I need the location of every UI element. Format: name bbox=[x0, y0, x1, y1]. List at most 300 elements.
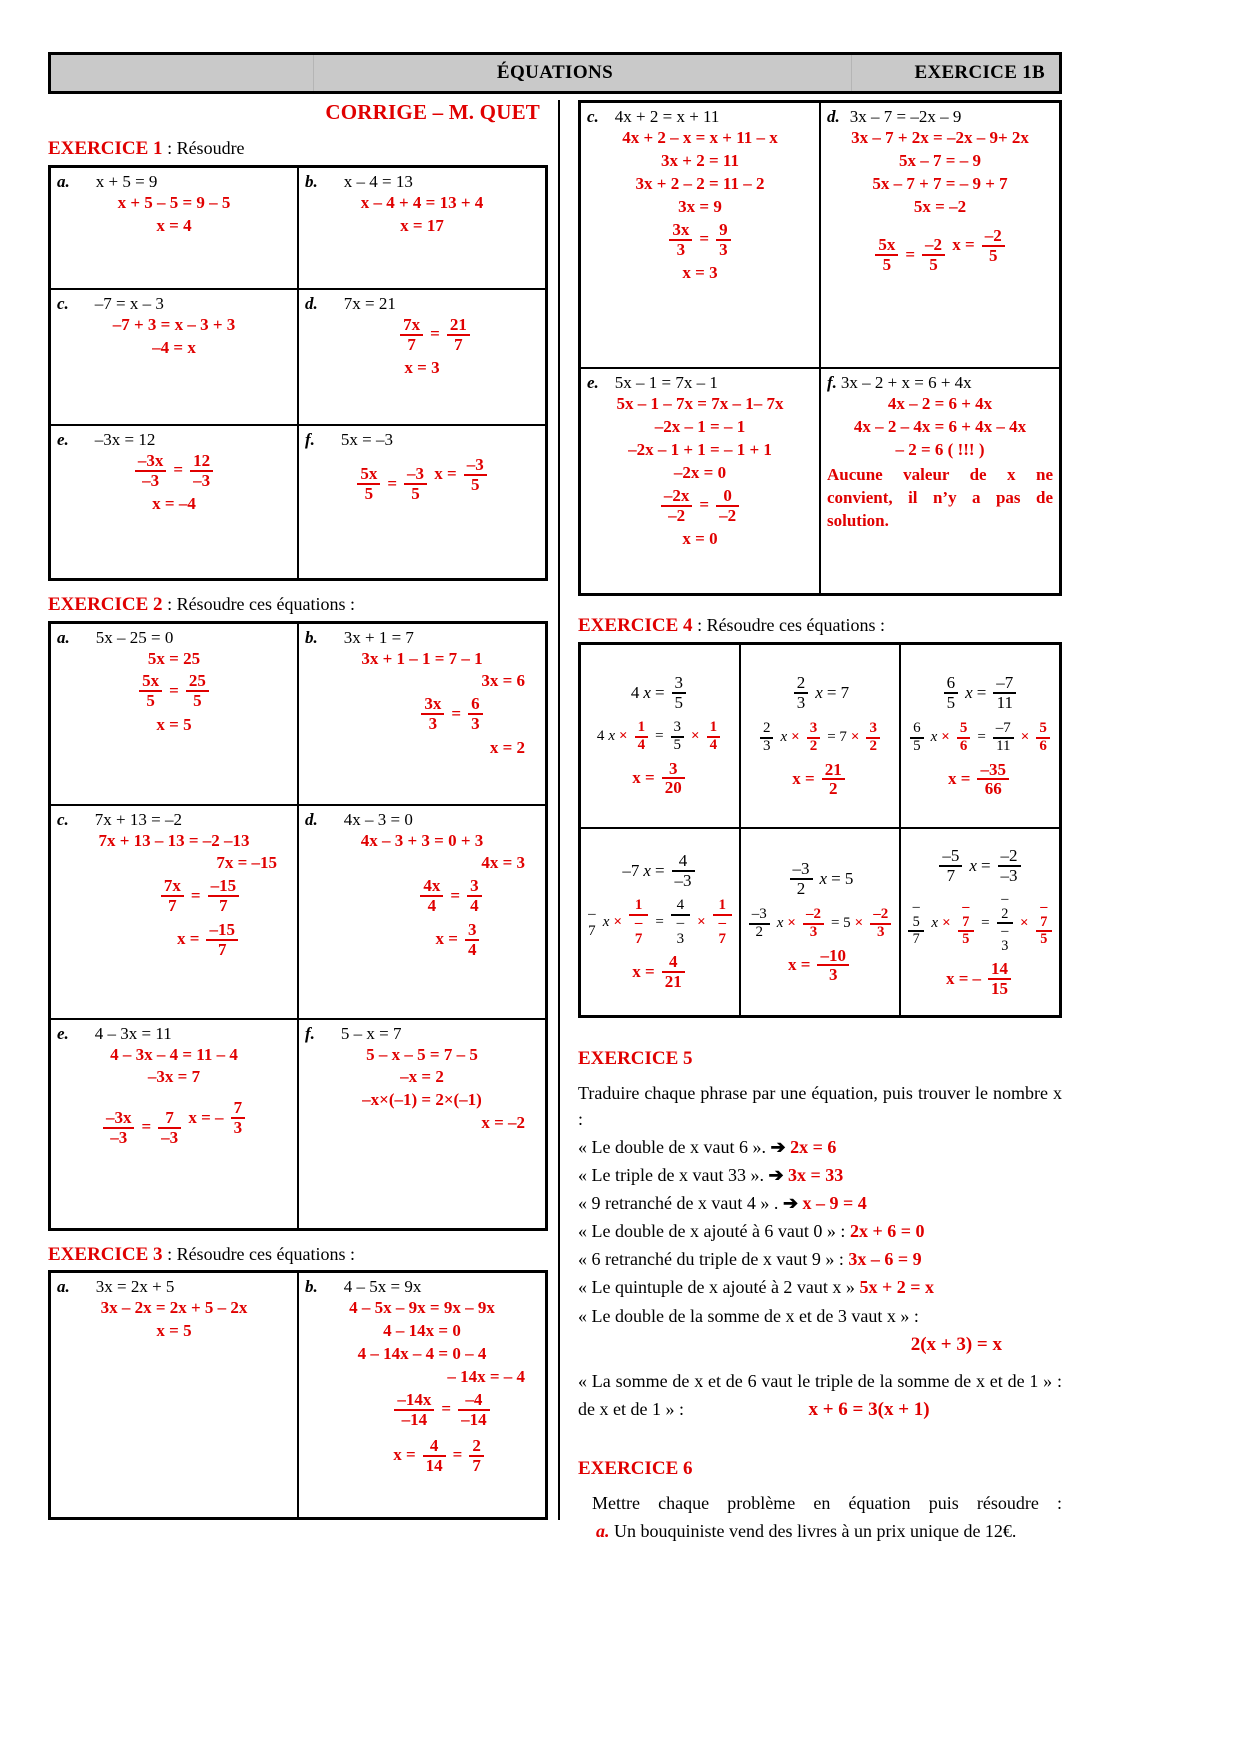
solution-line: 5x = 25 bbox=[147, 648, 201, 668]
fraction: $\frac{6}{3}$ bbox=[468, 695, 483, 733]
exercise-4-cell-1 bbox=[580, 643, 740, 828]
cell-tag: b. bbox=[305, 627, 318, 647]
fraction: $\frac{5}{6}$ bbox=[957, 721, 971, 755]
solution-line-fraction: $\frac{7x}{7}$ = $\frac{21}{7}$ bbox=[397, 316, 473, 354]
table-row bbox=[580, 102, 1061, 369]
fraction bbox=[988, 960, 1011, 998]
solution-line: 4 – 14x = 0 bbox=[383, 1321, 461, 1341]
exercise-4-cell-2 bbox=[740, 643, 900, 828]
cell-equation: 4x + 2 = x + 11 bbox=[614, 107, 720, 126]
solution-line-fraction: $\frac{-14x}{-14}$ = $\frac{-4}{-14}$ bbox=[391, 1391, 492, 1429]
item-phrase: « Le triple de x vaut 33 ». bbox=[578, 1165, 764, 1186]
solution-line: – 14x = – 4 bbox=[447, 1367, 525, 1387]
item-phrase: « Le quintuple de x ajouté à 2 vaut x » bbox=[578, 1277, 855, 1298]
solution-line: x = 4 bbox=[156, 215, 192, 235]
fraction bbox=[817, 947, 849, 985]
cell-header bbox=[305, 294, 539, 314]
fraction: $\frac{-7}{11}$ bbox=[993, 721, 1014, 755]
fraction: $\frac{5}{6}$ bbox=[1036, 721, 1050, 755]
arrow-icon: ➔ bbox=[770, 1136, 786, 1157]
cell-workstep: $\frac{2}{3}$ x × $\frac{3}{2}$ = 7 × $\frac{3}{2}$ bbox=[745, 720, 895, 755]
item-equation: 3x – 6 = 9 bbox=[848, 1249, 922, 1270]
cell-equation: 5 – x = 7 bbox=[340, 1023, 402, 1043]
exercise-3-label: EXERCICE 3 bbox=[48, 1243, 163, 1265]
cell-workstep: $\frac{6}{5}$ x × $\frac{5}{6}$ = $\frac{-7}{11}$ × $\frac{5}{6}$ bbox=[905, 720, 1055, 755]
exercise-2-cell-d bbox=[298, 805, 547, 1019]
result-denominator: 21 bbox=[662, 971, 685, 991]
solution-line: x + 5 – 5 = 9 – 5 bbox=[117, 192, 231, 212]
exercise-2-cell-a bbox=[50, 622, 299, 805]
item-equation: x – 9 = 4 bbox=[802, 1193, 867, 1214]
arrow-icon: ➔ bbox=[768, 1165, 784, 1186]
fraction: $\frac{5x}{5}$ bbox=[357, 465, 380, 503]
solution-line-fraction: $\frac{3x}{3}$ = $\frac{9}{3}$ bbox=[666, 221, 733, 259]
solution-line: 7x + 13 – 13 = –2 –13 bbox=[98, 830, 250, 850]
cell-tag: b. bbox=[305, 171, 318, 191]
item-equation: 2(x + 3) = x bbox=[910, 1333, 1002, 1355]
fraction: $\frac{3}{2}$ bbox=[866, 721, 880, 755]
fraction: $\frac{3x}{3}$ bbox=[421, 695, 444, 733]
solution-line-fraction: $\frac{3x}{3}$ = $\frac{6}{3}$ bbox=[418, 695, 485, 733]
cell-header bbox=[305, 628, 539, 648]
cell-tag: f. bbox=[305, 1023, 315, 1043]
table-row bbox=[50, 166, 547, 289]
fraction: $\frac{-15}{7}$ bbox=[208, 877, 240, 915]
solution-line: –4 = x bbox=[152, 337, 196, 357]
cell-tag: f. bbox=[827, 373, 837, 392]
fraction: $\frac{-3}{5}$ bbox=[464, 456, 487, 494]
item-tag: a. bbox=[596, 1520, 610, 1541]
solution-line: 4 – 14x – 4 = 0 – 4 bbox=[357, 1344, 487, 1364]
fraction: $\frac{1}{-7}$ bbox=[713, 898, 732, 947]
cell-workstep: –7 x × $\frac{1}{-7}$ = $\frac{4}{-3}$ × $\frac{1}{-7}$ bbox=[585, 898, 735, 947]
fraction bbox=[977, 761, 1009, 799]
header-exercise-ref: EXERCICE 1B bbox=[914, 62, 1045, 83]
cell-solution bbox=[57, 314, 291, 360]
cell-result: x = – $\frac{14}{15}$ bbox=[905, 960, 1055, 998]
cell-solution bbox=[305, 1297, 539, 1474]
cell-header bbox=[305, 1277, 539, 1297]
item-text: Un bouquiniste vend des livres à un prix unique de 12€. bbox=[614, 1520, 1017, 1541]
cell-header bbox=[827, 107, 1053, 127]
cell-equation: 3x = 2x + 5 bbox=[95, 1277, 175, 1297]
cell-tag: b. bbox=[305, 1277, 318, 1297]
fraction: $\frac{-2}{5}$ bbox=[922, 236, 945, 274]
solution-line: 5x – 7 + 7 = – 9 + 7 bbox=[872, 173, 1008, 193]
fraction bbox=[662, 760, 685, 798]
result-numerator: 4 bbox=[668, 952, 678, 972]
fraction: $\frac{-2}{-3}$ bbox=[998, 847, 1021, 885]
solution-line: 3x – 2x = 2x + 5 – 2x bbox=[100, 1298, 248, 1318]
fraction: $\frac{2}{3}$ bbox=[760, 721, 774, 755]
fraction: $\frac{7x}{7}$ bbox=[400, 316, 423, 354]
fraction: $\frac{7}{3}$ bbox=[231, 1099, 246, 1137]
item-phrase-cont: de x et de 1 » : bbox=[578, 1399, 684, 1420]
exercise-2-heading bbox=[48, 593, 548, 617]
fraction: $\frac{4}{-3}$ bbox=[671, 898, 690, 947]
cell-equation: 5x – 25 = 0 bbox=[95, 627, 174, 647]
fraction: $\frac{6}{5}$ bbox=[944, 674, 959, 712]
table-row bbox=[580, 828, 1061, 1017]
cell-tag: e. bbox=[587, 373, 599, 392]
solution-line: 4 – 3x – 4 = 11 – 4 bbox=[110, 1044, 238, 1064]
solution-line: x = 3 bbox=[404, 358, 440, 378]
fraction: $\frac{2}{7}$ bbox=[469, 1437, 484, 1475]
solution-line: 3x + 1 – 1 = 7 – 1 bbox=[361, 648, 483, 668]
solution-line-fraction: $\frac{5x}{5}$ = $\frac{-2}{5}$ bbox=[872, 236, 948, 274]
fraction: $\frac{5x}{5}$ bbox=[139, 672, 162, 710]
cell-equation: $\frac{-5}{7}$ x = $\frac{-2}{-3}$ bbox=[905, 846, 1055, 885]
exercise-3-table bbox=[48, 1270, 548, 1520]
cell-header bbox=[57, 1277, 291, 1297]
fraction: $\frac{-2x}{-2}$ bbox=[661, 487, 693, 525]
fraction: $\frac{-5}{7}$ bbox=[939, 847, 962, 885]
exercise-4-label: EXERCICE 4 bbox=[578, 615, 693, 636]
cell-equation: 4 x = $\frac{3}{5}$ bbox=[585, 674, 735, 712]
item-equation: 2x = 6 bbox=[790, 1136, 837, 1157]
cell-tag: c. bbox=[587, 107, 599, 126]
solution-conclusion: Aucune valeur de x ne convient, il n’y a pas de solution. bbox=[827, 464, 1053, 530]
solution-line-fraction: x = $\frac{3}{4}$ bbox=[436, 921, 483, 959]
cell-header bbox=[57, 1024, 291, 1044]
solution-line: 3x + 2 – 2 = 11 – 2 bbox=[635, 173, 765, 193]
column-divider bbox=[558, 100, 560, 1520]
cell-solution bbox=[57, 1044, 291, 1147]
result-numerator: –10 bbox=[820, 945, 846, 965]
exercise-1-cell-f2 bbox=[820, 368, 1061, 595]
fraction: $\frac{4}{14}$ bbox=[423, 1437, 446, 1475]
fraction: $\frac{-7}{5}$ bbox=[958, 900, 974, 947]
solution-line: 5x = –2 bbox=[913, 196, 967, 216]
table-row bbox=[50, 289, 547, 425]
solution-line-fraction: x = $\frac{4}{14}$ = $\frac{2}{7}$ bbox=[393, 1437, 487, 1475]
solution-line: x = 2 bbox=[489, 738, 525, 758]
fraction: $\frac{3}{5}$ bbox=[672, 674, 687, 712]
cell-equation: x + 5 = 9 bbox=[95, 171, 158, 191]
table-row bbox=[50, 425, 547, 580]
cell-equation: $\frac{-3}{2}$ x = 5 bbox=[745, 859, 895, 898]
cell-tag: e. bbox=[57, 1023, 69, 1043]
cell-equation: 3x – 2 + x = 6 + 4x bbox=[840, 373, 972, 392]
cell-equation: 4 – 5x = 9x bbox=[343, 1277, 422, 1297]
exercise-6-label: EXERCICE 6 bbox=[578, 1457, 693, 1479]
fraction: $\frac{4}{-3}$ bbox=[672, 852, 695, 890]
solution-line: – 2 = 6 ( !!! ) bbox=[895, 439, 985, 459]
exercise-1-cell-c2 bbox=[580, 102, 821, 369]
cell-result: x = $\frac{3}{20}$ bbox=[585, 760, 735, 798]
exercise-1-cell-a bbox=[50, 166, 299, 289]
cell-tag: a. bbox=[57, 1277, 70, 1297]
exercise-5-label: EXERCICE 5 bbox=[578, 1047, 693, 1069]
exercise-4-cell-3 bbox=[900, 643, 1061, 828]
fraction: $\frac{7x}{7}$ bbox=[161, 877, 184, 915]
item-equation: 2x + 6 = 0 bbox=[849, 1221, 925, 1242]
fraction: $\frac{3}{2}$ bbox=[807, 721, 821, 755]
item-phrase: « La somme de x et de 6 vaut le triple de la somme de x et de 1 » : bbox=[578, 1371, 1062, 1392]
cell-equation: –7 = x – 3 bbox=[94, 293, 164, 313]
cell-equation: $\frac{6}{5}$ x = $\frac{-7}{11}$ bbox=[905, 673, 1055, 712]
fraction: $\frac{3}{5}$ bbox=[671, 720, 685, 754]
table-row bbox=[580, 368, 1061, 595]
cell-equation: 4x – 3 = 0 bbox=[343, 809, 413, 829]
solution-line: 3x – 7 + 2x = –2x – 9+ 2x bbox=[851, 128, 1029, 147]
fraction: $\frac{-3x}{-3}$ bbox=[135, 452, 167, 490]
item-phrase: « Le double de la somme de x et de 3 vaut x » : bbox=[578, 1305, 919, 1326]
exercise-5-intro: Traduire chaque phrase par une équation, puis trouver le nombre x : bbox=[578, 1082, 1062, 1129]
exercise-5-item-last bbox=[578, 1396, 1062, 1424]
solution-line: 7x = –15 bbox=[216, 853, 277, 873]
cell-result: x = $\frac{4}{21}$ bbox=[585, 953, 735, 991]
solution-line: x = 5 bbox=[156, 1321, 192, 1341]
exercise-1-cell-d2 bbox=[820, 102, 1061, 369]
exercise-5-item-equation-row bbox=[578, 1331, 1062, 1359]
cell-equation: $\frac{2}{3}$ x = 7 bbox=[745, 673, 895, 712]
item-phrase: « Le double de x ajouté à 6 vaut 0 » : bbox=[578, 1221, 846, 1242]
cell-result: x = $\frac{21}{2}$ bbox=[745, 761, 895, 799]
cell-equation: 5x = –3 bbox=[340, 429, 394, 449]
item-equation: x + 6 = 3(x + 1) bbox=[808, 1399, 930, 1421]
cell-header bbox=[57, 294, 291, 314]
exercise-4-cell-5 bbox=[740, 828, 900, 1017]
result-numerator: 14 bbox=[990, 959, 1008, 979]
corrige-byline: CORRIGE – M. QUET bbox=[325, 100, 540, 124]
exercise-2-table bbox=[48, 621, 548, 1231]
cell-solution bbox=[57, 648, 291, 738]
solution-line: –3x = 7 bbox=[147, 1067, 201, 1087]
fraction: $\frac{9}{3}$ bbox=[716, 221, 731, 259]
exercise-5-body bbox=[578, 1080, 1062, 1424]
fraction: $\frac{12}{-3}$ bbox=[190, 452, 213, 490]
result-numerator: 21 bbox=[824, 759, 842, 779]
solution-line-fraction: $\frac{-3x}{-3}$ = $\frac{12}{-3}$ bbox=[132, 452, 216, 490]
exercise-3-instruction: : Résoudre ces équations : bbox=[162, 1243, 356, 1264]
cell-solution bbox=[305, 1044, 539, 1136]
solution-line: 4 – 5x – 9x = 9x – 9x bbox=[349, 1298, 495, 1318]
table-row bbox=[50, 1272, 547, 1519]
solution-line: x = 0 bbox=[682, 529, 718, 549]
solution-line: x = –2 bbox=[481, 1113, 525, 1133]
solution-line: 3x + 2 = 11 bbox=[661, 150, 739, 170]
exercise-2-label: EXERCICE 2 bbox=[48, 593, 163, 615]
header-title: ÉQUATIONS bbox=[496, 62, 614, 83]
cell-header bbox=[57, 430, 291, 450]
fraction: $\frac{-5}{7}$ bbox=[908, 900, 924, 947]
solution-line: 5x – 1 – 7x = 7x – 1– 7x bbox=[616, 394, 784, 413]
result-numerator: 3 bbox=[668, 758, 678, 778]
cell-equation: 4 – 3x = 11 bbox=[94, 1023, 172, 1043]
cell-tag: c. bbox=[57, 293, 69, 313]
solution-line: –2x – 1 = – 1 bbox=[654, 416, 746, 436]
cell-solution bbox=[827, 127, 1053, 274]
exercise-5-item bbox=[578, 1274, 1062, 1300]
exercise-3-cell-a bbox=[50, 1272, 299, 1519]
cell-equation: 5x – 1 = 7x – 1 bbox=[614, 373, 718, 392]
cell-solution bbox=[587, 393, 813, 551]
cell-equation: x – 4 = 13 bbox=[343, 171, 413, 191]
solution-line-fraction: $\frac{5x}{5}$ = $\frac{25}{5}$ bbox=[136, 672, 212, 710]
cell-solution bbox=[305, 314, 539, 381]
cell-equation: –7 x = $\frac{4}{-3}$ bbox=[585, 852, 735, 890]
fraction: $\frac{1}{4}$ bbox=[635, 720, 649, 754]
solution-line-fraction: x = $\frac{-15}{7}$ bbox=[177, 921, 241, 959]
solution-line-fraction: $\frac{7x}{7}$ = $\frac{-15}{7}$ bbox=[158, 877, 242, 915]
fraction: $\frac{25}{5}$ bbox=[186, 672, 209, 710]
fraction bbox=[822, 761, 845, 799]
cell-tag: f. bbox=[305, 429, 315, 449]
exercise-1-cell-f bbox=[298, 425, 547, 580]
solution-line: x = 17 bbox=[400, 215, 444, 235]
cell-solution bbox=[587, 127, 813, 285]
exercise-1-cell-e bbox=[50, 425, 299, 580]
exercise-1-continued-table bbox=[578, 100, 1062, 596]
fraction: $\frac{2}{3}$ bbox=[794, 674, 809, 712]
cell-solution bbox=[305, 450, 539, 503]
cell-tag: c. bbox=[57, 809, 69, 829]
cell-header bbox=[305, 430, 539, 450]
item-equation: 3x = 33 bbox=[788, 1165, 844, 1186]
item-equation: 5x + 2 = x bbox=[859, 1277, 934, 1298]
cell-header bbox=[305, 172, 539, 192]
fraction: $\frac{-2}{-3}$ bbox=[997, 892, 1013, 954]
cell-tag: a. bbox=[57, 627, 70, 647]
cell-header bbox=[305, 810, 539, 830]
fraction: $\frac{5x}{5}$ bbox=[875, 236, 898, 274]
table-row bbox=[50, 1019, 547, 1230]
cell-tag: d. bbox=[305, 809, 318, 829]
fraction: $\frac{-3}{2}$ bbox=[749, 907, 770, 941]
exercise-1-heading bbox=[48, 137, 548, 161]
item-phrase: « 9 retranché de x vaut 4 » . bbox=[578, 1193, 779, 1214]
fraction: $\frac{-3x}{-3}$ bbox=[103, 1109, 135, 1147]
table-row bbox=[50, 622, 547, 805]
exercise-2-cell-c bbox=[50, 805, 299, 1019]
cell-equation: 7x = 21 bbox=[343, 293, 396, 313]
exercise-5-item bbox=[578, 1246, 1062, 1272]
solution-line: 3x = 6 bbox=[481, 671, 525, 691]
result-sign: – bbox=[972, 969, 981, 988]
exercise-4-heading bbox=[578, 614, 1062, 638]
right-column bbox=[578, 100, 1062, 1546]
solution-line: –x = 2 bbox=[400, 1067, 444, 1087]
solution-line-fraction: $\frac{5x}{5}$ = $\frac{-3}{5}$ bbox=[354, 465, 430, 503]
cell-header bbox=[587, 373, 813, 393]
exercise-2-cell-e bbox=[50, 1019, 299, 1230]
solution-line-fraction: $\frac{-3x}{-3}$ = $\frac{7}{-3}$ bbox=[100, 1109, 184, 1147]
solution-line: 4x – 3 + 3 = 0 + 3 bbox=[360, 830, 484, 850]
solution-line: 4x + 2 – x = x + 11 – x bbox=[622, 128, 778, 147]
cell-solution bbox=[57, 1297, 291, 1343]
cell-header bbox=[305, 1024, 539, 1044]
exercise-1-instruction: : Résoudre bbox=[162, 138, 245, 158]
cell-solution bbox=[305, 192, 539, 238]
cell-solution bbox=[57, 192, 291, 238]
fraction: $\frac{-2}{5}$ bbox=[982, 227, 1005, 265]
exercise-5-item bbox=[578, 1190, 1062, 1216]
result-denominator: 20 bbox=[662, 777, 685, 797]
solution-line-fraction: x = $\frac{-2}{5}$ bbox=[952, 227, 1007, 265]
solution-line: 4x – 2 – 4x = 6 + 4x – 4x bbox=[853, 416, 1027, 436]
exercise-1-label: EXERCICE 1 bbox=[48, 138, 163, 159]
page-header-banner bbox=[48, 52, 1062, 94]
solution-line: 5x – 7 = – 9 bbox=[899, 150, 981, 170]
exercise-5-item bbox=[578, 1218, 1062, 1244]
cell-workstep: $\frac{-3}{2}$ x × $\frac{-2}{3}$ = 5 × $\frac{-2}{3}$ bbox=[745, 906, 895, 941]
solution-line: 3x = 9 bbox=[678, 196, 722, 216]
result-denominator: 15 bbox=[988, 978, 1011, 998]
cell-solution bbox=[57, 830, 291, 959]
solution-line-fraction: x = $\frac{-3}{5}$ bbox=[434, 456, 489, 494]
exercise-5-item bbox=[578, 1162, 1062, 1188]
solution-line: 4x – 2 = 6 + 4x bbox=[887, 394, 993, 413]
exercise-4-cell-6 bbox=[900, 828, 1061, 1017]
cell-solution bbox=[305, 830, 539, 959]
exercise-4-instruction: : Résoudre ces équations : bbox=[692, 615, 886, 635]
cell-equation: 7x + 13 = –2 bbox=[94, 809, 182, 829]
fraction: $\frac{7}{-3}$ bbox=[158, 1109, 181, 1147]
fraction bbox=[662, 953, 685, 991]
fraction: $\frac{1}{-7}$ bbox=[629, 898, 648, 947]
fraction: $\frac{-4}{-14}$ bbox=[458, 1391, 490, 1429]
exercise-4-table bbox=[578, 642, 1062, 1018]
exercise-6-item-a bbox=[578, 1518, 1062, 1544]
table-row bbox=[50, 805, 547, 1019]
cell-header bbox=[587, 107, 813, 127]
result-numerator: –35 bbox=[980, 759, 1006, 779]
exercise-1-table bbox=[48, 165, 548, 581]
exercise-5-item bbox=[578, 1134, 1062, 1160]
solution-line: x = 5 bbox=[156, 715, 192, 735]
exercise-2-cell-b bbox=[298, 622, 547, 805]
solution-line: 4x = 3 bbox=[481, 853, 525, 873]
fraction: $\frac{6}{5}$ bbox=[910, 721, 924, 755]
exercise-1-cell-d bbox=[298, 289, 547, 425]
exercise-4-cell-4 bbox=[580, 828, 740, 1017]
fraction: $\frac{3}{4}$ bbox=[465, 921, 480, 959]
exercise-1-cell-c bbox=[50, 289, 299, 425]
fraction: $\frac{-14x}{-14}$ bbox=[394, 1391, 434, 1429]
solution-line-fraction: $\frac{4x}{4}$ = $\frac{3}{4}$ bbox=[417, 877, 484, 915]
exercise-2-cell-f bbox=[298, 1019, 547, 1230]
solution-line-fraction: x = – $\frac{7}{3}$ bbox=[188, 1099, 248, 1137]
solution-line: –2x – 1 + 1 = – 1 + 1 bbox=[628, 439, 772, 459]
fraction: $\frac{-2}{3}$ bbox=[870, 907, 891, 941]
arrow-icon: ➔ bbox=[782, 1193, 799, 1214]
exercise-5-item bbox=[578, 1303, 1062, 1329]
result-denominator: 2 bbox=[822, 778, 845, 798]
exercise-2-instruction: : Résoudre ces équations : bbox=[162, 593, 356, 614]
solution-line: 5 – x – 5 = 7 – 5 bbox=[366, 1044, 478, 1064]
cell-solution bbox=[827, 393, 1053, 533]
solution-line: –2x = 0 bbox=[673, 462, 727, 482]
item-phrase: « 6 retranché du triple de x vaut 9 » : bbox=[578, 1249, 844, 1270]
fraction: $\frac{4x}{4}$ bbox=[420, 877, 443, 915]
left-column bbox=[48, 100, 548, 1520]
fraction: $\frac{0}{-2}$ bbox=[716, 487, 739, 525]
cell-equation: 3x – 7 = –2x – 9 bbox=[849, 107, 962, 126]
cell-tag: d. bbox=[305, 293, 318, 313]
exercise-1-cell-e2 bbox=[580, 368, 821, 595]
cell-workstep: $\frac{-5}{7}$ x × $\frac{-7}{5}$ = $\frac{-2}{-3}$ × $\frac{-7}{5}$ bbox=[905, 892, 1055, 954]
cell-result: x = $\frac{-35}{66}$ bbox=[905, 761, 1055, 799]
solution-line: x = 3 bbox=[682, 263, 718, 283]
cell-header bbox=[827, 373, 1053, 393]
result-denominator: 66 bbox=[977, 778, 1009, 798]
cell-tag: a. bbox=[57, 171, 70, 191]
cell-equation: 3x + 1 = 7 bbox=[343, 627, 414, 647]
solution-line: x = –4 bbox=[152, 494, 196, 514]
fraction: $\frac{-3}{5}$ bbox=[404, 465, 427, 503]
fraction: $\frac{3x}{3}$ bbox=[669, 221, 692, 259]
